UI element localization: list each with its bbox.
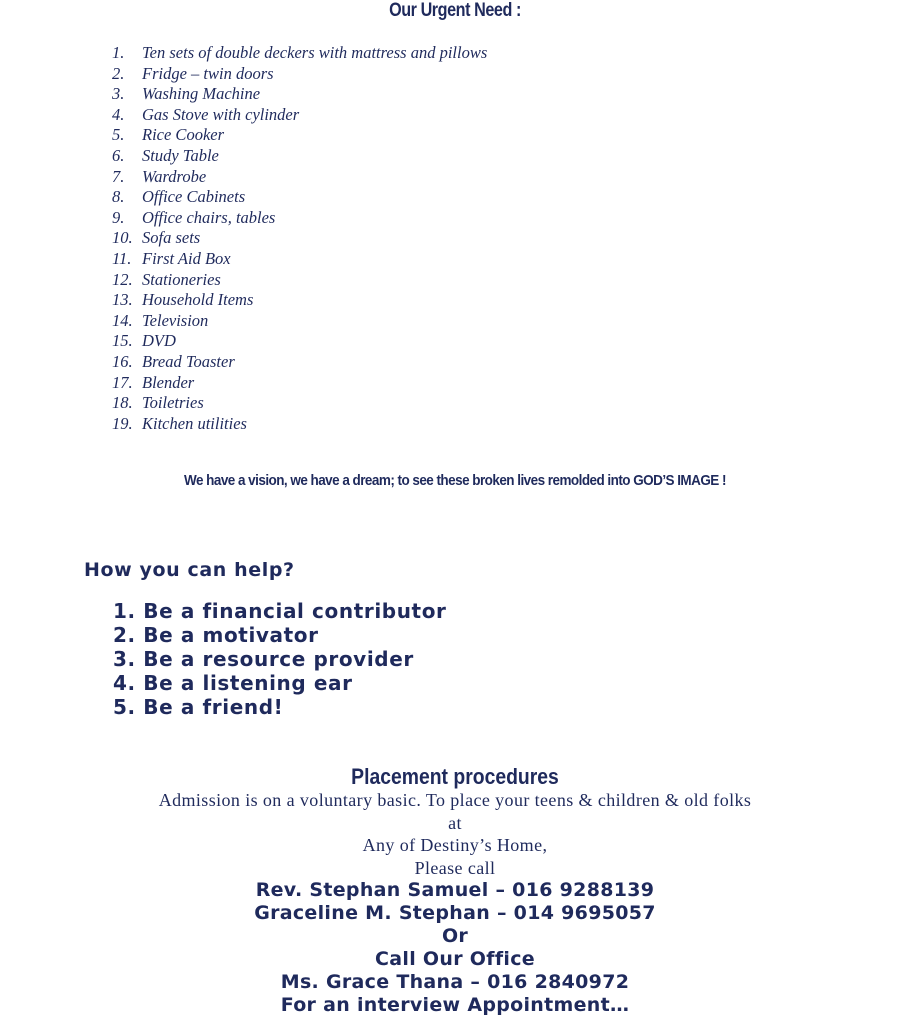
item-text: First Aid Box bbox=[142, 248, 231, 268]
item-number: 5. bbox=[112, 125, 125, 145]
item-text: Rice Cooker bbox=[142, 125, 225, 145]
item-text: Blender bbox=[142, 372, 195, 392]
item-number: 2. bbox=[112, 63, 125, 83]
help-item: 4. Be a listening ear bbox=[113, 671, 353, 695]
list-item bbox=[112, 187, 487, 208]
item-number: 17. bbox=[112, 372, 133, 392]
list-item bbox=[112, 393, 487, 414]
list-item bbox=[112, 228, 487, 249]
item-number: 16. bbox=[112, 351, 133, 371]
admission-text-home: Any of Destiny’s Home, bbox=[362, 835, 548, 855]
item-number: 19. bbox=[112, 413, 133, 433]
please-call-text: Please call bbox=[414, 858, 496, 878]
list-item bbox=[112, 373, 487, 394]
item-number: 1. bbox=[112, 43, 125, 62]
item-number: 11. bbox=[112, 248, 132, 268]
help-item: 1. Be a financial contributor bbox=[113, 599, 447, 623]
item-number: 3. bbox=[112, 84, 125, 104]
item-number: 6. bbox=[112, 145, 125, 165]
list-item bbox=[112, 43, 487, 64]
placement-title: Placement procedures bbox=[351, 764, 559, 789]
call-office-text: Call Our Office bbox=[375, 948, 535, 970]
admission-text: Admission is on a voluntary basic. To place your teens & children & old folks bbox=[158, 790, 752, 810]
item-number: 8. bbox=[112, 187, 125, 207]
item-text: Toiletries bbox=[142, 393, 204, 413]
item-number: 13. bbox=[112, 290, 133, 310]
item-number: 14. bbox=[112, 310, 133, 330]
list-item bbox=[112, 64, 487, 85]
item-number: 4. bbox=[112, 104, 125, 124]
list-item bbox=[112, 125, 487, 146]
urgent-need-title: Our Urgent Need : bbox=[389, 0, 521, 21]
list-item bbox=[112, 167, 487, 188]
help-item: 5. Be a friend! bbox=[113, 695, 284, 719]
item-text: Study Table bbox=[142, 145, 219, 165]
list-item bbox=[112, 208, 487, 229]
item-number: 15. bbox=[112, 331, 133, 351]
list-item bbox=[112, 270, 487, 291]
item-text: Ten sets of double deckers with mattress and pillows bbox=[142, 43, 488, 62]
list-item bbox=[112, 84, 487, 105]
or-text: Or bbox=[441, 925, 469, 947]
item-text: Office chairs, tables bbox=[142, 207, 276, 227]
item-text: Office Cabinets bbox=[142, 187, 246, 207]
urgent-needs-list bbox=[112, 43, 487, 434]
item-text: Sofa sets bbox=[142, 228, 201, 248]
item-text: DVD bbox=[142, 331, 176, 351]
contact-rev-stephan: Rev. Stephan Samuel – 016 9288139 bbox=[255, 879, 655, 901]
help-item: 2. Be a motivator bbox=[113, 623, 319, 647]
list-item bbox=[112, 311, 487, 332]
item-number: 9. bbox=[112, 207, 125, 227]
item-text: Kitchen utilities bbox=[142, 413, 247, 433]
contact-grace-thana: Ms. Grace Thana – 016 2840972 bbox=[280, 971, 630, 993]
item-text: Bread Toaster bbox=[142, 351, 235, 371]
item-text: Wardrobe bbox=[142, 166, 207, 186]
item-text: Stationeries bbox=[142, 269, 221, 289]
help-heading: How you can help? bbox=[84, 559, 295, 581]
item-number: 7. bbox=[112, 166, 125, 186]
contact-graceline: Graceline M. Stephan – 014 9695057 bbox=[254, 902, 656, 924]
item-text: Household Items bbox=[142, 290, 254, 310]
interview-appointment-text: For an interview Appointment… bbox=[280, 994, 630, 1016]
list-item bbox=[112, 352, 487, 373]
list-item bbox=[112, 331, 487, 352]
list-item bbox=[112, 414, 487, 435]
item-text: Television bbox=[142, 310, 209, 330]
item-text: Fridge – twin doors bbox=[142, 63, 274, 83]
list-item bbox=[112, 290, 487, 311]
item-text: Gas Stove with cylinder bbox=[142, 104, 300, 124]
item-number: 18. bbox=[112, 393, 133, 413]
item-number: 12. bbox=[112, 269, 133, 289]
help-item: 3. Be a resource provider bbox=[113, 647, 414, 671]
admission-text-at: at bbox=[448, 813, 462, 833]
list-item bbox=[112, 249, 487, 270]
vision-statement: We have a vision, we have a dream; to see these broken lives remolded into GOD’S IMAGE ! bbox=[184, 472, 726, 489]
list-item bbox=[112, 105, 487, 126]
item-text: Washing Machine bbox=[142, 84, 261, 104]
item-number: 10. bbox=[112, 228, 133, 248]
list-item bbox=[112, 146, 487, 167]
help-list bbox=[113, 599, 447, 719]
